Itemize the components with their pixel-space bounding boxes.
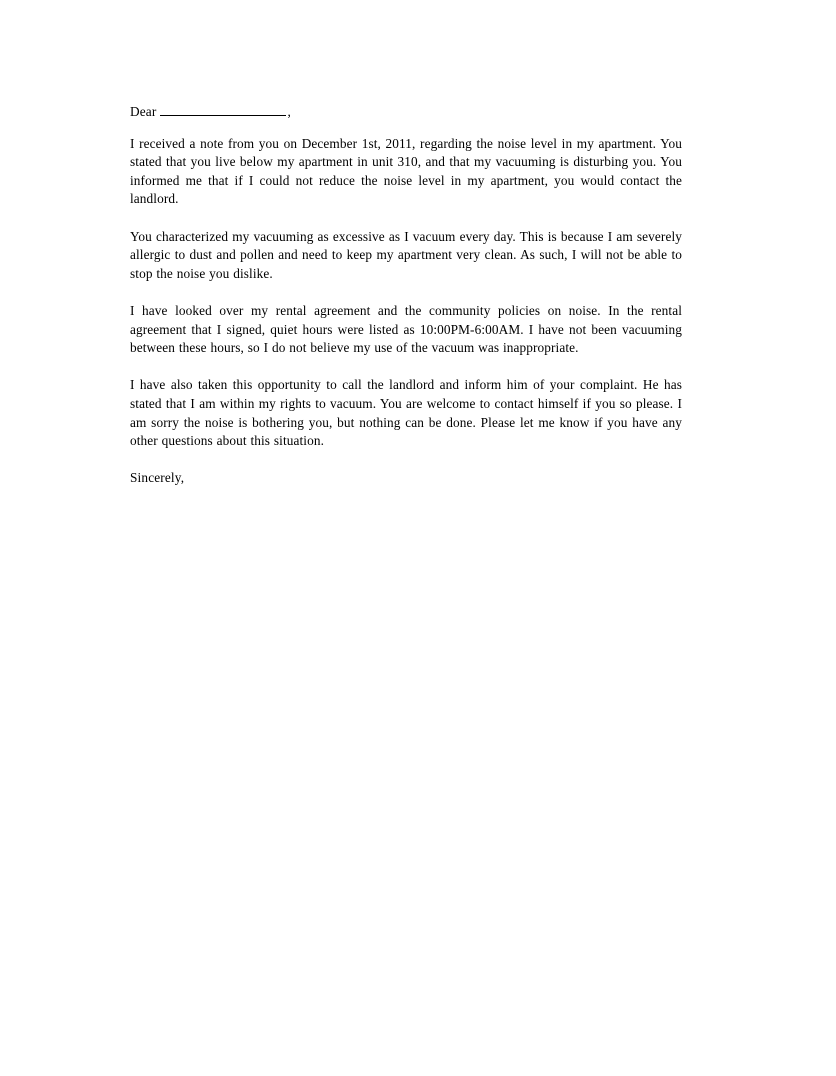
recipient-name-blank[interactable]: [160, 104, 286, 116]
paragraph-2: You characterized my vacuuming as excessive as I vacuum every day. This is because I am severely allergic to dust and pollen and need to keep my apartment very clean. As such, I will not be able to stop the noise you dislike.: [130, 228, 682, 281]
paragraph-4: I have also taken this opportunity to call the landlord and inform him of your complaint. He has stated that I am within my rights to vacuum. You are welcome to contact himself if you so please. I am sorry the noise is bothering you, but nothing can be done. Please let me know if you have any other questions about this situation.: [130, 377, 682, 449]
closing-line: Sincerely,: [130, 470, 185, 486]
paragraph-1: I received a note from you on December 1st, 2011, regarding the noise level in my apartment. You stated that you live below my apartment in unit 310, and that my vacuuming is disturbing you. You informed me that if I could not reduce the noise level in my apartment, you would contact the landlord.: [130, 135, 682, 207]
letter-body: [130, 103, 682, 488]
paragraph-3: I have looked over my rental agreement and the community policies on noise. In the rental agreement that I signed, quiet hours were listed as 10:00PM-6:00AM. I have not been vacuuming between these hours, so I do not believe my use of the vacuum was inappropriate.: [130, 302, 682, 356]
salutation-comma: ,: [287, 104, 291, 119]
salutation-greeting: Dear: [130, 104, 157, 119]
salutation-line: [130, 103, 682, 122]
